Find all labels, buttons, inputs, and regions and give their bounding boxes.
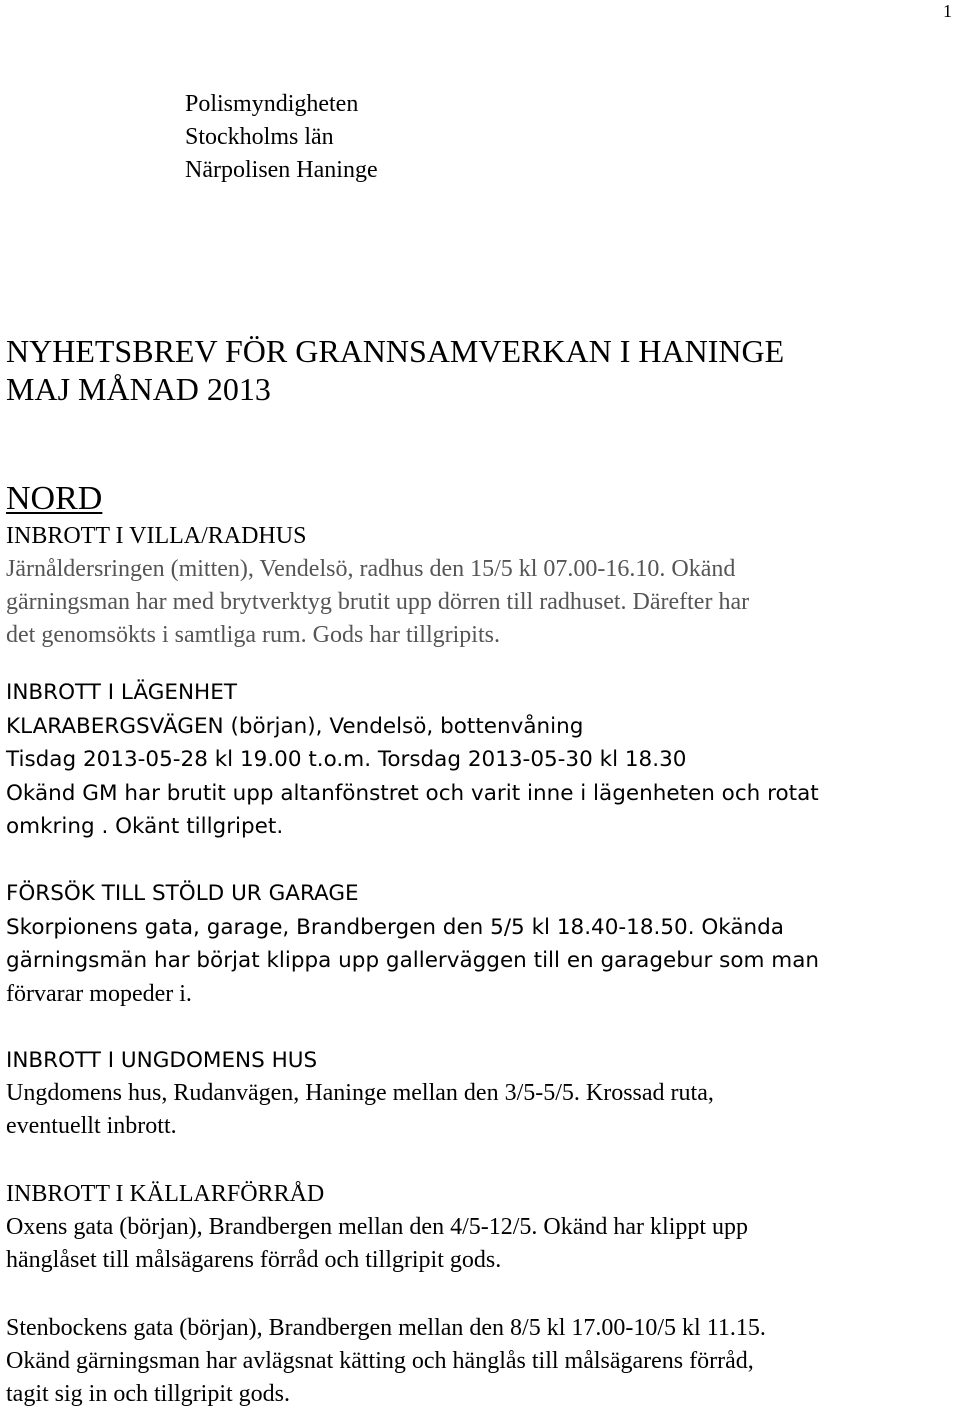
newsletter-title-line: NYHETSBREV FÖR GRANNSAMVERKAN I HANINGE	[6, 333, 785, 369]
section-line: eventuellt inbrott.	[6, 1113, 177, 1139]
section-line: tagit sig in och tillgripit gods.	[6, 1381, 290, 1407]
section-line: det genomsökts i samtliga rum. Gods har tillgripits.	[6, 622, 500, 648]
section-heading: INBROTT I UNGDOMENS HUS	[6, 1048, 318, 1073]
section-line: Ungdomens hus, Rudanvägen, Haninge mellan den 3/5-5/5. Krossad ruta,	[6, 1080, 714, 1106]
section-heading: INBROTT I LÄGENHET	[6, 680, 237, 705]
region-heading: NORD	[6, 480, 103, 517]
report-section-lagenhet	[6, 676, 946, 844]
sender-line: Närpolisen Haninge	[185, 157, 378, 183]
section-line: omkring . Okänt tillgripet.	[6, 814, 284, 839]
section-heading: INBROTT I KÄLLARFÖRRÅD	[6, 1181, 325, 1207]
section-line: hänglåset till målsägarens förråd och tillgripit gods.	[6, 1247, 502, 1273]
section-line: gärningsman har med brytverktyg brutit upp dörren till radhuset. Därefter har	[6, 589, 750, 615]
section-line: KLARABERGSVÄGEN (början), Vendelsö, bottenvåning	[6, 713, 584, 739]
sender-line: Polismyndigheten	[185, 91, 359, 117]
report-section-ungdomens-hus	[6, 1044, 946, 1143]
sender-line: Stockholms län	[185, 124, 334, 150]
section-heading: INBROTT I VILLA/RADHUS	[6, 523, 307, 549]
report-section-villa	[6, 520, 946, 652]
section-line: Oxens gata (början), Brandbergen mellan den 4/5-12/5. Okänd har klippt upp	[6, 1214, 749, 1240]
newsletter-title	[6, 332, 784, 408]
report-section-garage	[6, 877, 946, 1011]
section-line: Okänd gärningsman har avlägsnat kätting och hänglås till målsägarens förråd,	[6, 1348, 754, 1374]
section-line: Skorpionens gata, garage, Brandbergen den 5/5 kl 18.40-18.50. Okända	[6, 914, 784, 940]
section-heading: FÖRSÖK TILL STÖLD UR GARAGE	[6, 881, 359, 906]
section-line: Järnåldersringen (mitten), Vendelsö, radhus den 15/5 kl 07.00-16.10. Okänd	[6, 556, 736, 582]
section-line: gärningsmän har börjat klippa upp gallerväggen till en garagebur som man	[6, 948, 820, 973]
page-number: 1	[943, 1, 952, 21]
report-section-kallarforrad	[6, 1178, 946, 1277]
newsletter-subtitle-line: MAJ MÅNAD 2013	[6, 371, 271, 407]
section-line: förvarar mopeder i.	[6, 980, 192, 1007]
section-line: Stenbockens gata (början), Brandbergen mellan den 8/5 kl 17.00-10/5 kl 11.15.	[6, 1315, 766, 1341]
sender-address	[185, 88, 378, 187]
section-line: Tisdag 2013-05-28 kl 19.00 t.o.m. Torsdag 2013-05-30 kl 18.30	[6, 747, 687, 772]
section-line: Okänd GM har brutit upp altanfönstret och varit inne i lägenheten och rotat	[6, 780, 819, 806]
report-section-stenbockens-gata	[6, 1312, 946, 1411]
